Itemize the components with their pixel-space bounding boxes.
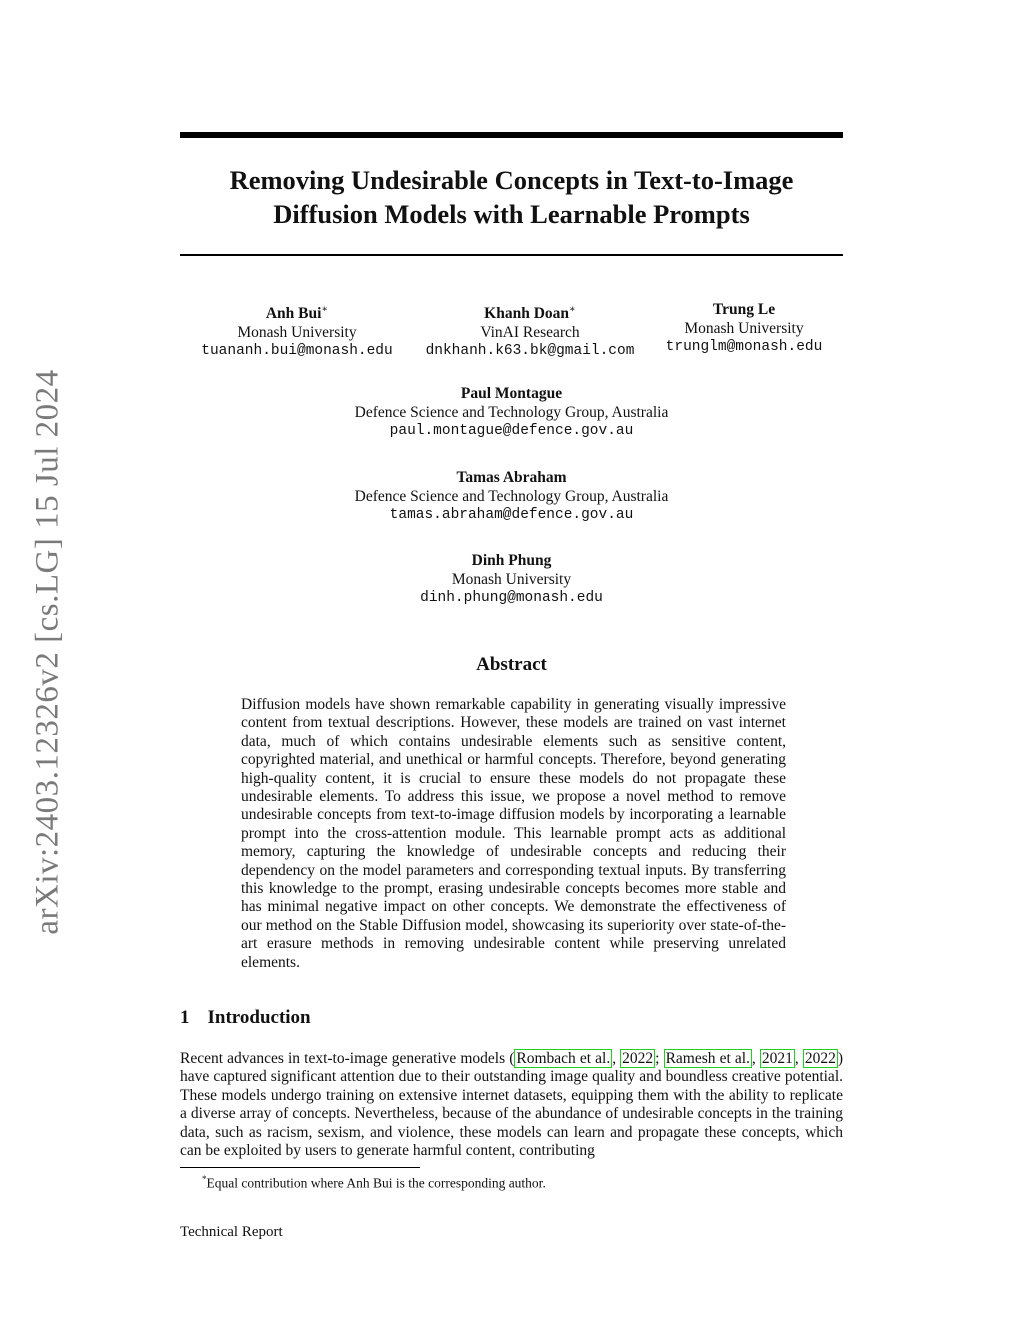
author-affiliation: Monash University <box>237 323 357 341</box>
author-email[interactable]: tuananh.bui@monash.edu <box>201 343 393 360</box>
author-block <box>414 301 646 361</box>
arxiv-identifier-stamp: arXiv:2403.12326v2 [cs.LG] 15 Jul 2024 <box>29 369 66 935</box>
author-name: Khanh Doan∗ <box>484 304 576 323</box>
citation-link[interactable]: 2021 <box>761 1050 793 1067</box>
author-name: Tamas Abraham <box>456 469 567 486</box>
citation-link[interactable]: 2022 <box>622 1050 654 1067</box>
author-name: Paul Montague <box>460 385 563 402</box>
author-email[interactable]: tamas.abraham@defence.gov.au <box>389 507 634 523</box>
footnote-rule <box>180 1167 420 1168</box>
report-label: Technical Report <box>180 1224 283 1240</box>
abstract-text: Diffusion models have shown remarkable capability in generating visually impressive content from textual descriptions. However, these models are trained on vast internet data, much of which contains undesirable elements such as sensitive content, copyrighted material, and unethical or harmful concepts. Therefore, beyond generating high-quality content, it is crucial to ensure these models do not propagate these undesirable elements. To address this issue, we propose a novel method to remove undesirable concepts from text-to-image diffusion models by incorporating a learnable prompt into the cross-attention module. This learnable prompt acts as additional memory, capturing the knowledge of undesirable concepts and reducing their dependency on the model parameters and corresponding textual inputs. By transferring this knowledge to the prompt, erasing undesirable concepts becomes more stable and has minimal negative impact on other concepts. We demonstrate the effectiveness of our method on the Stable Diffusion model, showcasing its superiority over state-of-the-art erasure methods in removing undesirable content while preserving unrelated elements. <box>241 696 786 971</box>
section-heading <box>180 1007 311 1029</box>
citation-link[interactable]: Ramesh et al. <box>665 1050 750 1067</box>
section-number: 1 <box>180 1007 190 1028</box>
citation-link[interactable]: 2022 <box>804 1050 836 1067</box>
author-block <box>180 552 843 608</box>
author-block <box>190 301 404 361</box>
author-email[interactable]: dnkhanh.k63.bk@gmail.com <box>425 343 635 360</box>
citation-link[interactable]: Rombach et al. <box>516 1050 611 1067</box>
section-title: Introduction <box>207 1007 311 1028</box>
author-affiliation: Defence Science and Technology Group, Australia <box>354 403 669 421</box>
author-affiliation: Monash University <box>451 570 572 588</box>
title-line: Removing Undesirable Concepts in Text-to-Image <box>229 165 794 195</box>
author-name: Trung Le <box>712 301 776 318</box>
introduction-paragraph: Recent advances in text-to-image generative models ( Rombach et al. , 2022 ; Ramesh et al. , 2021 , 2022 ) have captured significant attention due to their outstanding image quality and boundless creative potential. These models undergo training on extensive internet datasets, equipping them with the ability to replicate a diverse array of concepts. Nevertheless, because of the abundance of undesirable concepts in the training data, such as racism, sexism, and violence, these models can learn and propagate these concepts, which can be exploited by users to generate harmful content, contributing <box>180 1050 844 1160</box>
author-email[interactable]: paul.montague@defence.gov.au <box>389 423 634 439</box>
author-block <box>180 469 843 525</box>
author-name: Anh Bui∗ <box>265 304 329 323</box>
author-affiliation: VinAI Research <box>480 323 580 341</box>
author-affiliation: Monash University <box>684 319 804 337</box>
title-bottom-rule <box>180 254 843 256</box>
author-block <box>656 301 832 357</box>
title-top-rule <box>180 132 843 138</box>
author-affiliation: Defence Science and Technology Group, Australia <box>354 487 669 505</box>
title-line: Diffusion Models with Learnable Prompts <box>273 199 750 229</box>
author-name: Dinh Phung <box>471 552 552 569</box>
author-email[interactable]: dinh.phung@monash.edu <box>420 590 603 606</box>
footnote: *Equal contribution where Anh Bui is the corresponding author. <box>202 1174 546 1191</box>
author-block <box>180 385 843 441</box>
abstract-heading: Abstract <box>476 654 547 675</box>
paper-title <box>180 163 843 231</box>
author-email[interactable]: trunglm@monash.edu <box>665 339 823 355</box>
